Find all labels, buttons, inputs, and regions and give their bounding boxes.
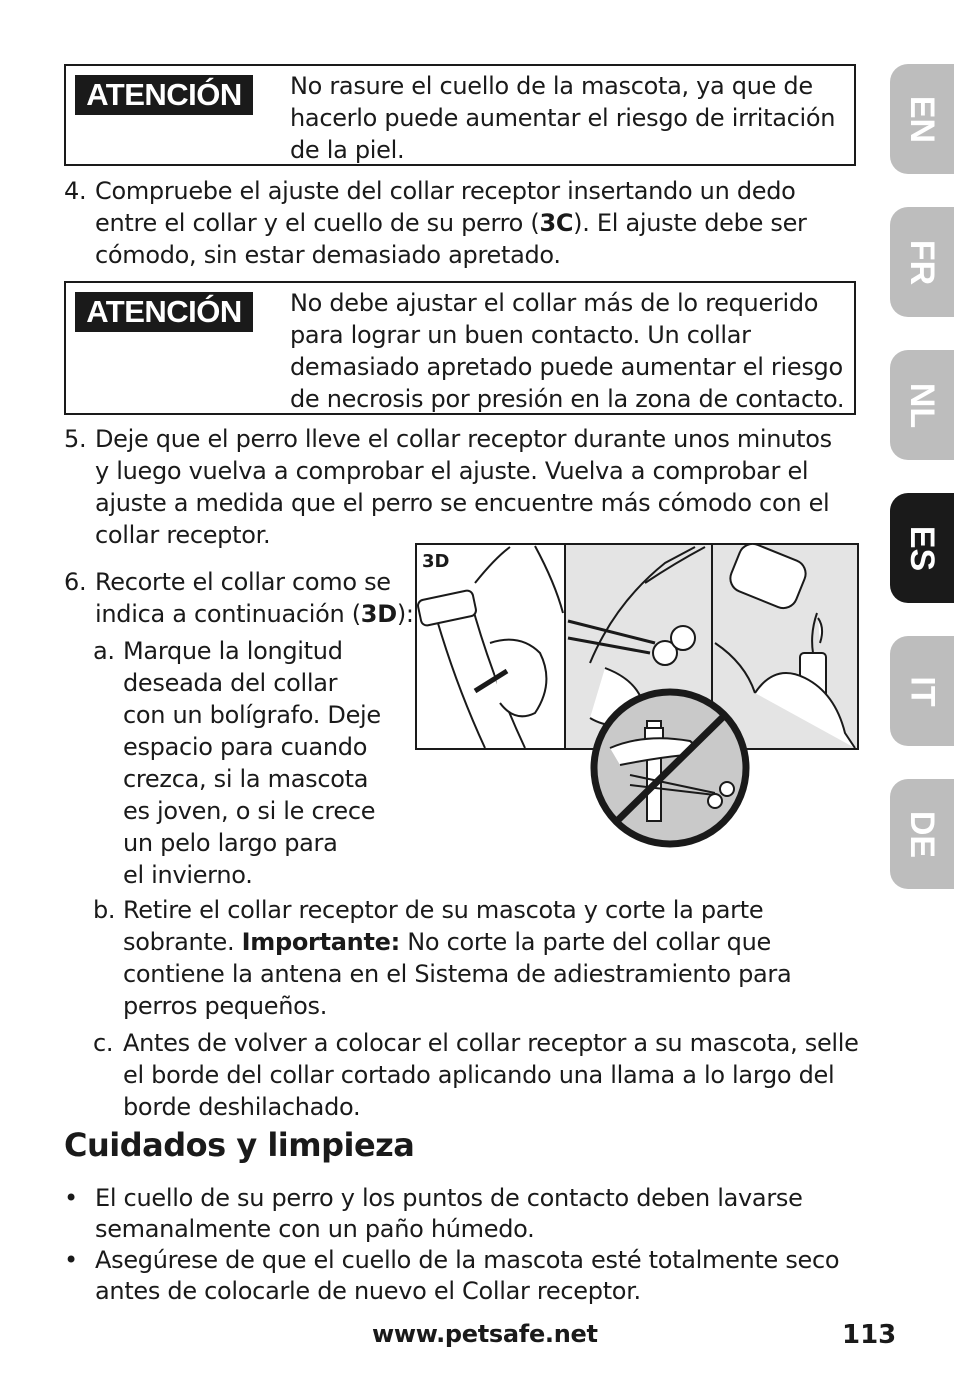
step-line: Compruebe el ajuste del collar receptor insertando un dedo (95, 177, 796, 205)
tab-label: FR (903, 239, 942, 285)
warning-badge: ATENCIÓN (75, 75, 253, 115)
bullet-line: Asegúrese de que el cuello de la mascota esté totalmente seco (95, 1246, 840, 1274)
substep-line: Retire el collar receptor de su mascota y corte la parte (123, 896, 764, 924)
substep-line: perros pequeños. (123, 992, 328, 1020)
tab-label: NL (903, 382, 942, 428)
figure-reference: 3D (360, 600, 397, 628)
substep-line: con un bolígrafo. Deje (123, 701, 381, 729)
step-line: y luego vuelva a comprobar el ajuste. Vuelva a comprobar el (95, 457, 809, 485)
step-line: entre el collar y el cuello de su perro (3C). El ajuste debe ser (95, 209, 807, 237)
step-number: 5. (64, 425, 87, 453)
step-line: Deje que el perro lleve el collar receptor durante unos minutos (95, 425, 832, 453)
substep-line: un pelo largo para (123, 829, 338, 857)
tab-label: DE (903, 810, 942, 858)
step-line: ajuste a medida que el perro se encuentre más cómodo con el (95, 489, 830, 517)
bullet-symbol: • (64, 1184, 78, 1212)
step-line: Recorte el collar como se (95, 568, 391, 596)
figure-label: 3D (422, 551, 450, 572)
substep-line: borde deshilachado. (123, 1093, 361, 1121)
substep-line: espacio para cuando (123, 733, 368, 761)
warning-text (290, 70, 846, 166)
tab-fr[interactable] (890, 207, 954, 317)
tab-es[interactable] (890, 493, 954, 603)
section-heading: Cuidados y limpieza (64, 1126, 415, 1164)
bullet-line: El cuello de su perro y los puntos de contacto deben lavarse (95, 1184, 803, 1212)
warning-box (64, 64, 856, 166)
tab-label: EN (903, 95, 942, 143)
bullet-line: antes de colocarle de nuevo el Collar receptor. (95, 1277, 641, 1305)
warning-text (290, 287, 846, 415)
substep-line: contiene la antena en el Sistema de adiestramiento para (123, 960, 792, 988)
substep-line: sobrante. Importante: No corte la parte del collar que (123, 928, 771, 956)
substep-line: deseada del collar (123, 669, 338, 697)
tab-en[interactable] (890, 64, 954, 174)
tab-nl[interactable] (890, 350, 954, 460)
warning-line: de la piel. (290, 136, 405, 164)
step-number: 4. (64, 177, 87, 205)
figure-reference: 3C (539, 209, 574, 237)
substep-letter: c. (93, 1029, 114, 1057)
tab-it[interactable] (890, 636, 954, 746)
tab-label: ES (903, 525, 942, 571)
warning-line: No debe ajustar el collar más de lo requerido (290, 289, 819, 317)
figure-3d-illustration (415, 543, 859, 848)
substep-letter: a. (93, 637, 115, 665)
warning-line: para lograr un buen contacto. Un collar (290, 321, 751, 349)
page-number: 113 (842, 1320, 897, 1350)
substep-line: el borde del collar cortado aplicando una llama a lo largo del (123, 1061, 835, 1089)
warning-line: hacerlo puede aumentar el riesgo de irritación (290, 104, 836, 132)
important-label: Importante: (241, 928, 400, 956)
tab-label: IT (903, 675, 942, 707)
step-number: 6. (64, 568, 87, 596)
warning-line: demasiado apretado puede aumentar el riesgo (290, 353, 843, 381)
substep-line: Antes de volver a colocar el collar receptor a su mascota, selle (123, 1029, 859, 1057)
substep-line: el invierno. (123, 861, 253, 889)
warning-line: No rasure el cuello de la mascota, ya que de (290, 72, 813, 100)
tab-de[interactable] (890, 779, 954, 889)
step-line: collar receptor. (95, 521, 271, 549)
substep-line: es joven, o si le crece (123, 797, 376, 825)
substep-line: crezca, si la mascota (123, 765, 369, 793)
bullet-symbol: • (64, 1246, 78, 1274)
warning-badge: ATENCIÓN (75, 292, 253, 332)
step-line: indica a continuación (3D): (95, 600, 414, 628)
step-line: cómodo, sin estar demasiado apretado. (95, 241, 561, 269)
bullet-line: semanalmente con un paño húmedo. (95, 1215, 535, 1243)
warning-line: de necrosis por presión en la zona de contacto. (290, 385, 845, 413)
substep-line: Marque la longitud (123, 637, 343, 665)
substep-letter: b. (93, 896, 116, 924)
website-link[interactable]: www.petsafe.net (372, 1320, 598, 1348)
warning-box (64, 281, 856, 415)
prohibited-cut-icon (594, 692, 746, 844)
